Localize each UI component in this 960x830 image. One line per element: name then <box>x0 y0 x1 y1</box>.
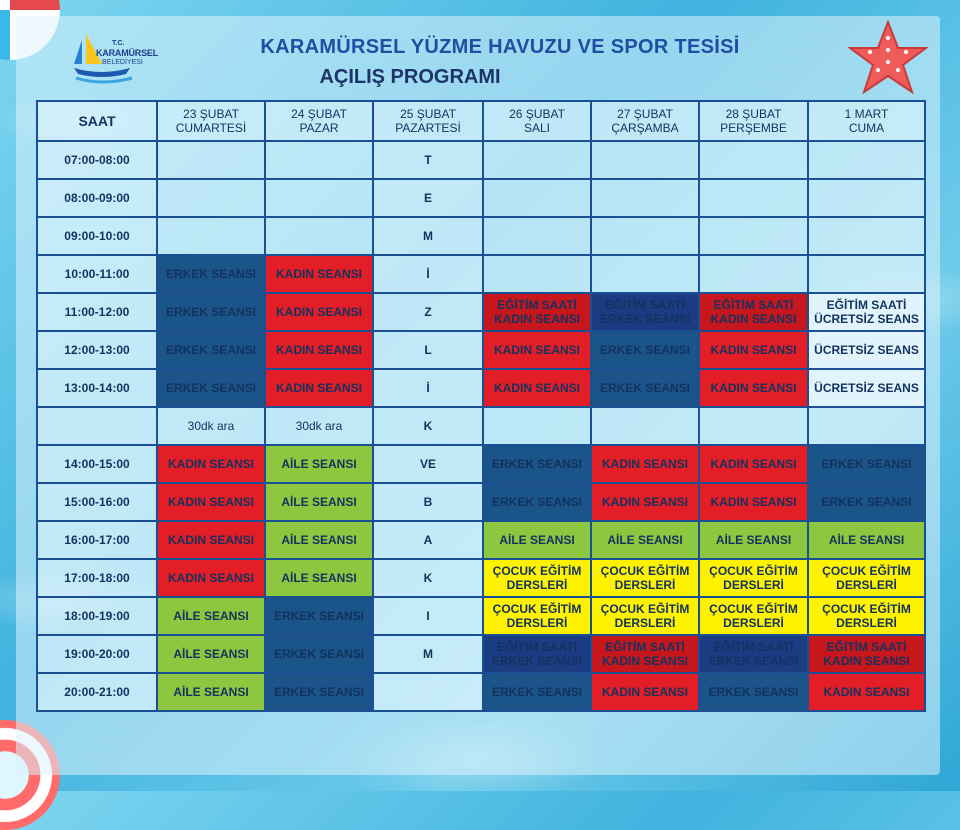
session-label: ÇOCUK EĞİTİM <box>709 564 798 578</box>
table-row <box>37 179 925 217</box>
session-cell <box>699 635 808 673</box>
closed-day-letter: K <box>373 559 483 597</box>
session-label: AİLE SEANSI <box>281 571 357 585</box>
session-label: AİLE SEANSI <box>173 685 249 699</box>
session-cell <box>483 369 591 407</box>
session-cell <box>591 369 699 407</box>
session-label: ÜCRETSİZ SEANS <box>814 381 919 395</box>
session-cell <box>808 293 925 331</box>
empty-slot <box>699 255 808 293</box>
session-label: KADIN SEANSI <box>710 457 797 471</box>
session-label: 30dk ara <box>187 419 235 433</box>
table-row <box>37 255 925 293</box>
session-label: KADIN SEANSI <box>275 381 362 395</box>
session-cell <box>483 331 591 369</box>
day-header-4 <box>483 101 591 141</box>
session-label: ERKEK SEANSI <box>491 685 583 699</box>
session-label: KADIN SEANSI <box>710 343 797 357</box>
table-row <box>37 293 925 331</box>
session-cell <box>157 293 265 331</box>
session-label: KADIN SEANSI <box>167 457 254 471</box>
table-row <box>37 483 925 521</box>
session-cell <box>699 445 808 483</box>
session-label: AİLE SEANSI <box>828 533 905 547</box>
session-label: ÜCRETSİZ SEANS <box>814 343 919 357</box>
session-label: ERKEK SEANSI <box>273 609 365 623</box>
session-cell <box>591 635 699 673</box>
session-cell <box>699 331 808 369</box>
day-header-3 <box>373 101 483 141</box>
session-cell <box>265 521 373 559</box>
session-cell <box>591 445 699 483</box>
session-cell <box>483 635 591 673</box>
session-label: ERKEK SEANSI <box>821 457 912 471</box>
session-cell <box>591 293 699 331</box>
session-label-line2: DERSLERİ <box>506 578 568 592</box>
session-cell <box>699 369 808 407</box>
session-cell <box>808 635 925 673</box>
empty-slot <box>591 255 699 293</box>
session-label-line2: KADIN SEANSI <box>710 312 797 326</box>
empty-slot <box>591 179 699 217</box>
session-label: ERKEK SEANSI <box>165 305 257 319</box>
day-date: 27 ŞUBAT <box>617 107 673 121</box>
session-label-line2: DERSLERİ <box>836 616 897 630</box>
empty-slot <box>483 217 591 255</box>
session-cell <box>808 597 925 635</box>
empty-slot <box>265 217 373 255</box>
session-label: KADIN SEANSI <box>710 381 797 395</box>
closed-day-letter <box>373 673 483 711</box>
session-label-line2: ERKEK SEANSI <box>599 312 691 326</box>
table-row <box>37 635 925 673</box>
closed-day-letter: VE <box>373 445 483 483</box>
empty-slot <box>808 407 925 445</box>
session-label-line2: DERSLERİ <box>506 616 568 630</box>
table-row <box>37 331 925 369</box>
session-label-line2: KADIN SEANSI <box>601 654 688 668</box>
time-slot: 12:00-13:00 <box>37 331 157 369</box>
session-label-line2: DERSLERİ <box>614 616 676 630</box>
session-label: ERKEK SEANSI <box>491 495 583 509</box>
session-cell <box>157 521 265 559</box>
session-label: EĞİTİM SAATİ <box>713 640 794 654</box>
session-label: KADIN SEANSI <box>167 495 254 509</box>
time-slot: 14:00-15:00 <box>37 445 157 483</box>
session-label: ÇOCUK EĞİTİM <box>822 564 911 578</box>
session-cell <box>699 559 808 597</box>
session-label: ERKEK SEANSI <box>821 495 912 509</box>
session-cell <box>591 673 699 711</box>
session-cell <box>591 521 699 559</box>
day-date: 25 ŞUBAT <box>400 107 456 121</box>
session-cell <box>265 369 373 407</box>
session-label: EĞİTİM SAATİ <box>497 298 577 312</box>
closed-day-letter: B <box>373 483 483 521</box>
time-slot: 11:00-12:00 <box>37 293 157 331</box>
session-label: AİLE SEANSI <box>173 647 249 661</box>
time-slot <box>37 407 157 445</box>
empty-slot <box>265 179 373 217</box>
session-label: KADIN SEANSI <box>710 495 797 509</box>
time-slot: 20:00-21:00 <box>37 673 157 711</box>
table-row <box>37 597 925 635</box>
empty-slot <box>699 179 808 217</box>
table-row <box>37 521 925 559</box>
logo-subtitle-text: BELEDİYESİ <box>102 59 143 66</box>
session-cell <box>483 597 591 635</box>
empty-slot <box>591 217 699 255</box>
schedule-table <box>36 100 926 712</box>
session-cell <box>157 559 265 597</box>
session-label: KADIN SEANSI <box>275 267 362 281</box>
session-cell <box>265 597 373 635</box>
empty-slot <box>483 141 591 179</box>
session-label: ERKEK SEANSI <box>491 457 583 471</box>
session-label-line2: KADIN SEANSI <box>493 312 580 326</box>
table-row <box>37 369 925 407</box>
session-label: EĞİTİM SAATİ <box>826 640 907 654</box>
session-label: KADIN SEANSI <box>167 533 254 547</box>
closed-day-letter: Z <box>373 293 483 331</box>
time-slot: 13:00-14:00 <box>37 369 157 407</box>
schedule-body <box>37 141 925 711</box>
session-label: AİLE SEANSI <box>715 533 792 547</box>
empty-slot <box>591 141 699 179</box>
table-row <box>37 217 925 255</box>
empty-slot <box>157 217 265 255</box>
session-label: EĞİTİM SAATİ <box>826 298 907 312</box>
session-label: ERKEK SEANSI <box>273 685 365 699</box>
session-label: KADIN SEANSI <box>275 305 362 319</box>
session-label: EĞİTİM SAATİ <box>713 298 794 312</box>
day-weekday: ÇARŞAMBA <box>611 121 679 135</box>
closed-day-letter: A <box>373 521 483 559</box>
logo-tc-text: T.C. <box>112 40 125 47</box>
session-cell <box>591 559 699 597</box>
page-subtitle: AÇILIŞ PROGRAMI <box>319 66 501 88</box>
session-label: ÇOCUK EĞİTİM <box>492 602 582 616</box>
closed-day-letter: M <box>373 635 483 673</box>
session-label: AİLE SEANSI <box>173 609 249 623</box>
session-label: ÇOCUK EĞİTİM <box>492 564 582 578</box>
day-header-1 <box>157 101 265 141</box>
session-cell <box>591 483 699 521</box>
empty-slot <box>808 255 925 293</box>
session-cell <box>265 559 373 597</box>
time-slot: 17:00-18:00 <box>37 559 157 597</box>
session-cell <box>483 483 591 521</box>
session-cell <box>157 369 265 407</box>
session-label: KADIN SEANSI <box>493 381 580 395</box>
time-column-header: SAAT <box>37 101 157 141</box>
session-cell <box>699 483 808 521</box>
empty-slot <box>483 255 591 293</box>
empty-slot <box>808 179 925 217</box>
session-label: KADIN SEANSI <box>823 685 910 699</box>
session-label: KADIN SEANSI <box>601 457 688 471</box>
time-slot: 18:00-19:00 <box>37 597 157 635</box>
session-cell <box>157 635 265 673</box>
session-label: ÇOCUK EĞİTİM <box>822 602 911 616</box>
session-label: AİLE SEANSI <box>499 533 575 547</box>
session-cell <box>265 673 373 711</box>
day-weekday: PERŞEMBE <box>720 121 787 135</box>
session-cell <box>157 445 265 483</box>
time-slot: 07:00-08:00 <box>37 141 157 179</box>
day-date: 28 ŞUBAT <box>725 107 782 121</box>
session-cell <box>808 521 925 559</box>
closed-day-letter: İ <box>373 369 483 407</box>
starfish-icon <box>848 20 928 96</box>
session-label: AİLE SEANSI <box>281 495 357 509</box>
time-slot: 15:00-16:00 <box>37 483 157 521</box>
session-label-line2: DERSLERİ <box>723 578 784 592</box>
session-label: ERKEK SEANSI <box>599 343 691 357</box>
closed-day-letter: I <box>373 597 483 635</box>
empty-slot <box>808 217 925 255</box>
page-header <box>0 0 960 100</box>
day-date: 23 ŞUBAT <box>183 107 239 121</box>
day-header-7 <box>808 101 925 141</box>
day-weekday: PAZAR <box>299 121 339 135</box>
session-label: KADIN SEANSI <box>601 495 688 509</box>
session-cell <box>265 445 373 483</box>
logo-name-text: KARAMÜRSEL <box>96 48 158 58</box>
session-label: ERKEK SEANSI <box>165 381 257 395</box>
session-label: ERKEK SEANSI <box>599 381 691 395</box>
table-row <box>37 141 925 179</box>
session-label: KADIN SEANSI <box>275 343 362 357</box>
session-label: AİLE SEANSI <box>281 457 357 471</box>
day-weekday: SALI <box>523 121 550 135</box>
day-date: 26 ŞUBAT <box>509 107 565 121</box>
closed-day-letter: İ <box>373 255 483 293</box>
time-slot: 19:00-20:00 <box>37 635 157 673</box>
session-label: ÇOCUK EĞİTİM <box>709 602 798 616</box>
closed-day-letter: K <box>373 407 483 445</box>
empty-slot <box>808 141 925 179</box>
empty-slot <box>265 141 373 179</box>
session-label-line2: DERSLERİ <box>836 578 897 592</box>
session-label: ERKEK SEANSI <box>165 267 257 281</box>
session-cell <box>483 559 591 597</box>
empty-slot <box>483 407 591 445</box>
session-cell <box>157 483 265 521</box>
session-cell <box>699 293 808 331</box>
session-label-line2: DERSLERİ <box>614 578 676 592</box>
day-header-5 <box>591 101 699 141</box>
session-label: ERKEK SEANSI <box>708 685 799 699</box>
session-cell <box>591 597 699 635</box>
empty-slot <box>157 141 265 179</box>
session-cell <box>265 483 373 521</box>
day-date: 24 ŞUBAT <box>291 107 347 121</box>
session-cell <box>699 673 808 711</box>
closed-day-letter: L <box>373 331 483 369</box>
session-label-line2: ERKEK SEANSI <box>708 654 799 668</box>
closed-day-letter: T <box>373 141 483 179</box>
session-label-line2: DERSLERİ <box>723 616 784 630</box>
session-cell <box>808 673 925 711</box>
session-cell <box>265 407 373 445</box>
day-weekday: PAZARTESİ <box>395 121 461 135</box>
session-label: ERKEK SEANSI <box>273 647 365 661</box>
time-slot: 09:00-10:00 <box>37 217 157 255</box>
session-label: 30dk ara <box>295 419 343 433</box>
session-label: KADIN SEANSI <box>601 685 688 699</box>
session-label-line2: ÜCRETSİZ SEANS <box>814 312 919 326</box>
time-slot: 16:00-17:00 <box>37 521 157 559</box>
empty-slot <box>699 407 808 445</box>
session-cell <box>699 597 808 635</box>
day-weekday: CUMA <box>848 121 885 135</box>
session-label: ERKEK SEANSI <box>165 343 257 357</box>
session-label: ÇOCUK EĞİTİM <box>600 602 690 616</box>
session-cell <box>157 407 265 445</box>
session-cell <box>483 673 591 711</box>
session-label: KADIN SEANSI <box>493 343 580 357</box>
session-cell <box>808 483 925 521</box>
empty-slot <box>591 407 699 445</box>
session-cell <box>265 635 373 673</box>
time-slot: 08:00-09:00 <box>37 179 157 217</box>
closed-day-letter: M <box>373 217 483 255</box>
session-label: KADIN SEANSI <box>167 571 254 585</box>
session-cell <box>591 331 699 369</box>
empty-slot <box>157 179 265 217</box>
table-row <box>37 445 925 483</box>
table-row <box>37 559 925 597</box>
session-cell <box>157 331 265 369</box>
day-weekday: CUMARTESİ <box>175 121 247 135</box>
session-label: ÇOCUK EĞİTİM <box>600 564 690 578</box>
session-cell <box>157 673 265 711</box>
session-cell <box>699 521 808 559</box>
session-cell <box>265 293 373 331</box>
session-label-line2: KADIN SEANSI <box>823 654 910 668</box>
empty-slot <box>699 141 808 179</box>
session-label: AİLE SEANSI <box>281 533 357 547</box>
day-header-6 <box>699 101 808 141</box>
session-label-line2: ERKEK SEANSI <box>491 654 583 668</box>
empty-slot <box>483 179 591 217</box>
page-title: KARAMÜRSEL YÜZME HAVUZU VE SPOR TESİSİ <box>260 36 740 58</box>
session-cell <box>265 255 373 293</box>
session-cell <box>808 559 925 597</box>
empty-slot <box>699 217 808 255</box>
session-label: AİLE SEANSI <box>607 533 683 547</box>
time-slot: 10:00-11:00 <box>37 255 157 293</box>
session-label: EĞİTİM SAATİ <box>605 298 685 312</box>
day-date: 1 MART <box>844 107 889 121</box>
session-label: EĞİTİM SAATİ <box>605 640 685 654</box>
table-row <box>37 673 925 711</box>
session-cell <box>483 445 591 483</box>
table-row <box>37 407 925 445</box>
day-header-2 <box>265 101 373 141</box>
session-cell <box>157 255 265 293</box>
session-label: EĞİTİM SAATİ <box>497 640 577 654</box>
session-cell <box>265 331 373 369</box>
session-cell <box>483 293 591 331</box>
session-cell <box>808 369 925 407</box>
session-cell <box>483 521 591 559</box>
session-cell <box>808 331 925 369</box>
closed-day-letter: E <box>373 179 483 217</box>
session-cell <box>157 597 265 635</box>
session-cell <box>808 445 925 483</box>
schedule-header-row <box>37 101 925 141</box>
